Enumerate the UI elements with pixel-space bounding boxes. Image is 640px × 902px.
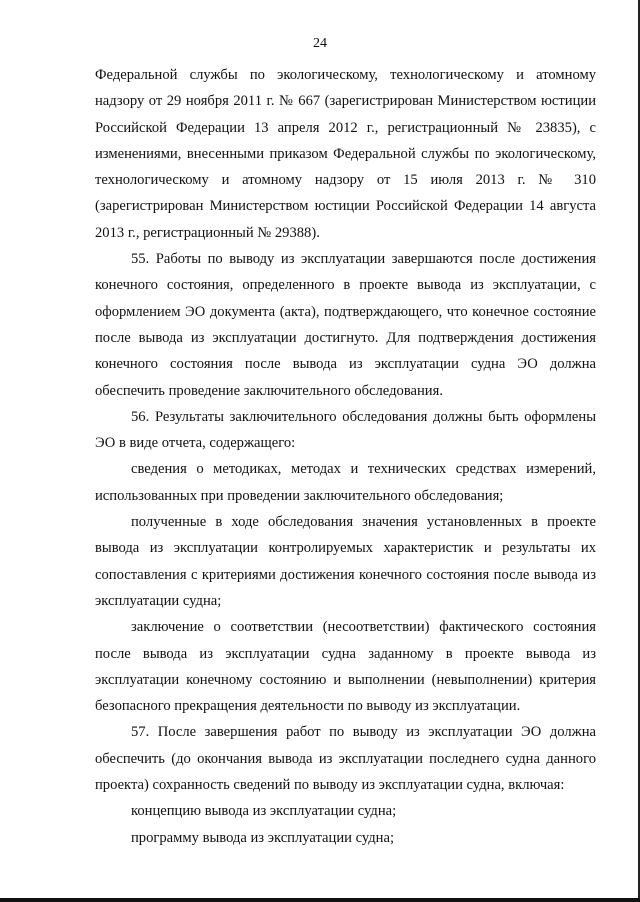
list-item-methods: сведения о методиках, методах и технических средствах измерений, использованных при проведении заключительного обследования; <box>95 461 596 504</box>
scan-edge-bottom <box>0 898 640 902</box>
document-body <box>95 62 596 851</box>
paragraph-item-56: 56. Результаты заключительного обследования должны быть оформлены ЭО в виде отчета, содержащего: <box>95 408 596 452</box>
page-number: 24 <box>313 36 327 51</box>
list-item-concept: концепцию вывода из эксплуатации судна; <box>131 803 397 820</box>
list-item-conclusion: заключение о соответствии (несоответствии) фактического состояния после вывода из эксплуатации судна заданному в проекте вывода из эксплуатации конечному состоянию и выполнении (невыполнении) критерия безопасного прекращения деятельности по выводу из эксплуатации. <box>95 619 596 715</box>
paragraph-continuation: Федеральной службы по экологическому, технологическому и атомному надзору от 29 ноября 2011 г. № 667 (зарегистрирован Министерством юстиции Российской Федерации 13 апреля 2012 г., регистрационный № 23835), с изменениями, внесенными приказом Федеральной службы по экологическому, технологическому и атомному надзору от 15 июля 2013 г. № 310 (зарегистрирован Министерством юстиции Российской Федерации 14 августа 2013 г., регистрационный № 29388). <box>95 67 596 241</box>
list-item-values: полученные в ходе обследования значения установленных в проекте вывода из эксплуатации контролируемых характеристик и результаты их сопоставления с критериями достижения конечного состояния после вывода из эксплуатации судна; <box>95 514 596 609</box>
paragraph-item-55: 55. Работы по выводу из эксплуатации завершаются после достижения конечного состояния, определенного в проекте вывода из эксплуатации, с оформлением ЭО документа (акта), подтверждающего, что конечное состояние после вывода из эксплуатации достигнуто. Для подтверждения достижения конечного состояния после вывода из эксплуатации судна ЭО должна обеспечить проведение заключительного обследования. <box>95 251 596 399</box>
list-item-program: программу вывода из эксплуатации судна; <box>131 829 395 846</box>
paragraph-item-57: 57. После завершения работ по выводу из эксплуатации ЭО должна обеспечить (до окончания вывода из эксплуатации последнего судна данного проекта) сохранность сведений по выводу из эксплуатации судна, включая: <box>95 724 596 794</box>
